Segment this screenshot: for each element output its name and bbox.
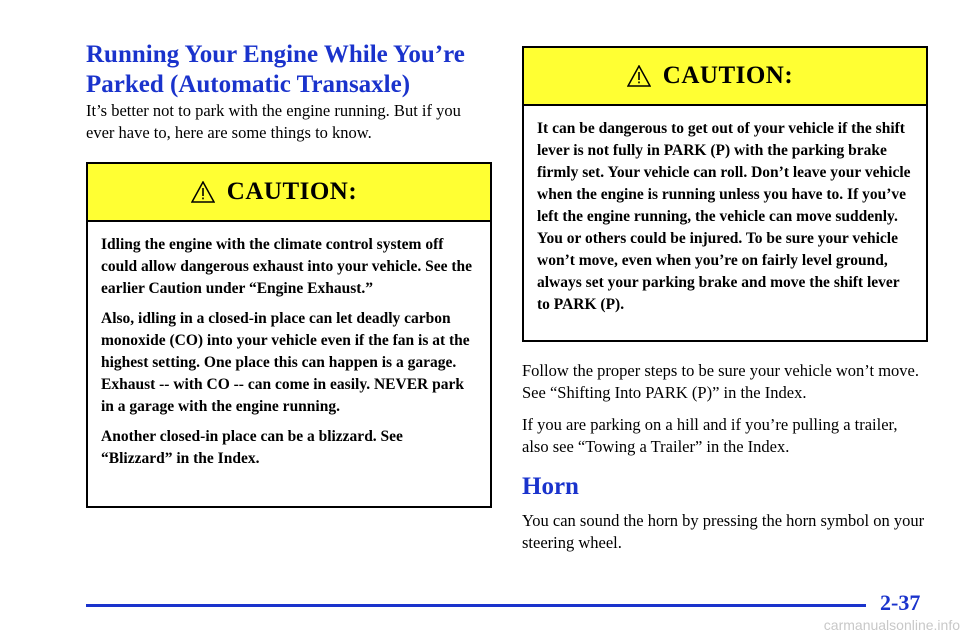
section-heading-line2: Parked (Automatic Transaxle) [86,71,411,98]
horn-paragraph: You can sound the horn by pressing the horn symbol on your steering wheel. [522,511,925,552]
caution-body [524,106,926,332]
left-column [86,40,492,508]
caution-paragraph-1: Idling the engine with the climate control system off could allow dangerous exhaust into your vehicle. See the earlier Caution under “Engine Exhaust.” [101,236,473,297]
warning-triangle-icon [191,181,215,203]
page-number: 2-37 [880,590,921,615]
intro-paragraph: It’s better not to park with the engine running. But if you ever have to, here are some things to know. [86,101,461,142]
towing-paragraph: If you are parking on a hill and if you’re pulling a trailer, also see “Towing a Trailer” in the Index. [522,415,898,456]
section-heading [86,40,492,100]
caution-header [524,48,926,106]
watermark: carmanualsonline.info [823,617,960,633]
caution-paragraph-1: It can be dangerous to get out of your vehicle if the shift lever is not fully in PARK (P) with the parking brake firmly set. Your vehicle can roll. Don’t leave your vehicle when the engine is running unless you have to. If you’ve left the engine running, the vehicle can move suddenly. You or others could be injured. To be sure your vehicle won’t move, even when you’re on fairly level ground, always set your parking brake and move the shift lever to PARK (P). [537,120,911,313]
right-body-text [522,360,928,458]
horn-heading: Horn [522,473,579,500]
caution-title: CAUTION: [662,62,794,89]
caution-paragraph-3: Another closed-in place can be a blizzard. See “Blizzard” in the Index. [101,428,403,467]
caution-title: CAUTION: [226,178,358,205]
caution-paragraph-2: Also, idling in a closed-in place can let deadly carbon monoxide (CO) into your vehicle even if the fan is at the highest setting. One place this can happen is a garage. Exhaust -- with CO -- can come in easily. NEVER park in a garage with the engine running. [101,310,470,415]
caution-box-exhaust [86,162,492,508]
caution-header [88,164,490,222]
right-column [522,46,928,564]
caution-box-park [522,46,928,342]
warning-triangle-icon [627,65,651,87]
section-heading-line1: Running Your Engine While You’re [86,41,465,68]
caution-body [88,222,490,486]
shifting-paragraph: Follow the proper steps to be sure your vehicle won’t move. See “Shifting Into PARK (P)” in the Index. [522,361,919,402]
footer-divider [86,604,866,607]
